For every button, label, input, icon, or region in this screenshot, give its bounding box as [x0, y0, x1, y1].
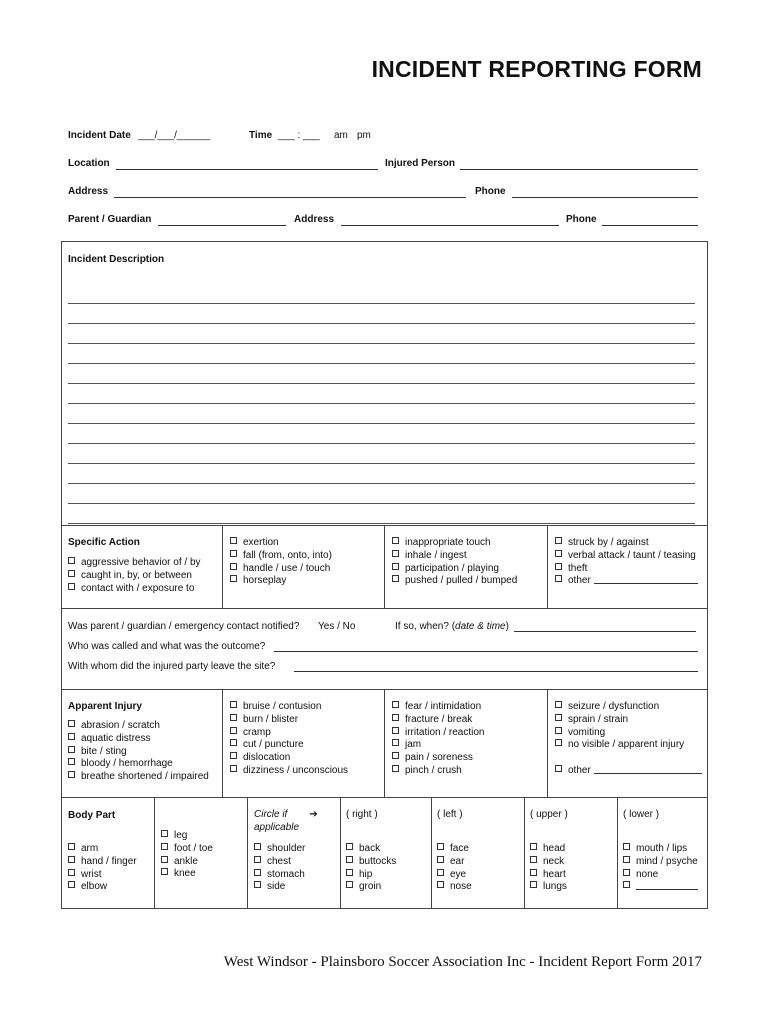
checkbox-option[interactable]: heart: [530, 869, 567, 882]
checkbox-icon[interactable]: [555, 739, 562, 746]
checkbox-icon[interactable]: [530, 869, 537, 876]
checkbox-option[interactable]: dizziness / unconscious: [230, 765, 348, 778]
checkbox-option[interactable]: pain / soreness: [392, 752, 484, 765]
checkbox-icon[interactable]: [346, 869, 353, 876]
apparent-injury-col4: [555, 701, 684, 752]
description-line[interactable]: [68, 364, 695, 384]
checkbox-icon[interactable]: [230, 575, 237, 582]
checkbox-icon[interactable]: [230, 752, 237, 759]
checkbox-icon[interactable]: [555, 701, 562, 708]
checkbox-option[interactable]: horseplay: [230, 575, 332, 588]
checkbox-option[interactable]: jam: [392, 739, 484, 752]
specific-action-col4: [555, 537, 698, 588]
parent-address-label: Address: [294, 214, 335, 225]
checkbox-option[interactable]: hand / finger: [68, 856, 137, 869]
incident-date-row: [68, 130, 698, 146]
when-label: If so, when? (date & time): [395, 621, 509, 632]
checkbox-icon[interactable]: [555, 714, 562, 721]
description-line[interactable]: [68, 504, 695, 524]
specific-action-col1: [68, 557, 201, 595]
outcome-field[interactable]: [274, 651, 698, 652]
body-part-col4: [346, 843, 396, 894]
checkbox-icon[interactable]: [68, 881, 75, 888]
specific-action-label: Specific Action: [68, 537, 140, 548]
checkbox-option[interactable]: [623, 881, 698, 894]
checkbox-icon[interactable]: [437, 843, 444, 850]
checkbox-icon[interactable]: [555, 765, 562, 772]
checkbox-icon[interactable]: [68, 570, 75, 577]
checkbox-option[interactable]: no visible / apparent injury: [555, 739, 684, 752]
time-field[interactable]: ___ : ___: [278, 130, 320, 141]
checkbox-icon[interactable]: [68, 771, 75, 778]
checkbox-icon[interactable]: [161, 856, 168, 863]
footer-text: West Windsor - Plainsboro Soccer Association Inc - Incident Report Form 2017: [223, 954, 702, 970]
checkbox-option[interactable]: side: [254, 881, 305, 894]
checkbox-icon[interactable]: [555, 575, 562, 582]
checkbox-option[interactable]: inhale / ingest: [392, 550, 517, 563]
checkbox-option[interactable]: wrist: [68, 869, 137, 882]
checkbox-option[interactable]: bite / sting: [68, 746, 209, 759]
injured-person-field[interactable]: [460, 169, 698, 170]
incident-date-label: Incident Date: [68, 130, 131, 141]
apparent-injury-box: [61, 689, 708, 798]
checkbox-option[interactable]: irritation / reaction: [392, 727, 484, 740]
checkbox-icon[interactable]: [392, 765, 399, 772]
other-body-part-field[interactable]: [636, 889, 698, 890]
body-part-col6: [530, 843, 567, 894]
body-part-col2: [161, 830, 213, 881]
checkbox-option[interactable]: participation / playing: [392, 563, 517, 576]
checkbox-icon[interactable]: [230, 537, 237, 544]
apparent-injury-col2: [230, 701, 348, 778]
parent-row: [68, 214, 698, 230]
checkbox-icon[interactable]: [230, 550, 237, 557]
checkbox-icon[interactable]: [68, 869, 75, 876]
location-row: [68, 158, 698, 174]
checkbox-icon[interactable]: [555, 550, 562, 557]
checkbox-icon[interactable]: [392, 739, 399, 746]
checkbox-icon[interactable]: [230, 701, 237, 708]
checkbox-icon[interactable]: [623, 869, 630, 876]
column-divider: [547, 526, 548, 608]
right-label: ( right ): [346, 809, 378, 820]
checkbox-icon[interactable]: [68, 758, 75, 765]
checkbox-option[interactable]: fear / intimidation: [392, 701, 484, 714]
checkbox-icon[interactable]: [437, 856, 444, 863]
checkbox-option[interactable]: fracture / break: [392, 714, 484, 727]
checkbox-option[interactable]: bloody / hemorrhage: [68, 758, 209, 771]
checkbox-option[interactable]: ankle: [161, 856, 213, 869]
left-with-row: [68, 661, 698, 672]
left-with-question: With whom did the injured party leave the site?: [68, 661, 276, 672]
checkbox-option[interactable]: cut / puncture: [230, 739, 348, 752]
description-line[interactable]: [68, 304, 695, 324]
body-part-col7: [623, 843, 698, 894]
description-line[interactable]: [68, 344, 695, 364]
checkbox-option[interactable]: shoulder: [254, 843, 305, 856]
description-line[interactable]: [68, 484, 695, 504]
specific-action-col3: [392, 537, 517, 588]
checkbox-icon[interactable]: [346, 856, 353, 863]
column-divider: [384, 690, 385, 797]
checkbox-icon[interactable]: [68, 856, 75, 863]
checkbox-option[interactable]: vomiting: [555, 727, 684, 740]
checkbox-icon[interactable]: [555, 563, 562, 570]
checkbox-option[interactable]: mouth / lips: [623, 843, 698, 856]
specific-action-box: [61, 525, 708, 609]
other-injury-field[interactable]: [594, 773, 702, 774]
apparent-injury-other: [555, 765, 702, 778]
checkbox-option[interactable]: foot / toe: [161, 843, 213, 856]
incident-description-label: Incident Description: [68, 254, 165, 265]
checkbox-option[interactable]: groin: [346, 881, 396, 894]
left-with-field[interactable]: [294, 671, 698, 672]
address-field[interactable]: [114, 197, 466, 198]
checkbox-option[interactable]: pinch / crush: [392, 765, 484, 778]
checkbox-icon[interactable]: [230, 714, 237, 721]
checkbox-icon[interactable]: [530, 843, 537, 850]
checkbox-option[interactable]: abrasion / scratch: [68, 720, 209, 733]
checkbox-option[interactable]: elbow: [68, 881, 137, 894]
when-field[interactable]: [514, 631, 696, 632]
incident-description-box: [61, 241, 708, 526]
apparent-injury-col3: [392, 701, 484, 778]
description-line[interactable]: [68, 464, 695, 484]
checkbox-option[interactable]: pushed / pulled / bumped: [392, 575, 517, 588]
injured-person-label: Injured Person: [385, 158, 456, 169]
location-label: Location: [68, 158, 110, 169]
checkbox-option[interactable]: hip: [346, 869, 396, 882]
incident-date-field[interactable]: ___/___/______: [138, 130, 211, 141]
body-part-col3: [254, 843, 305, 894]
description-line[interactable]: [68, 324, 695, 344]
upper-label: ( upper ): [530, 809, 568, 820]
checkbox-option[interactable]: head: [530, 843, 567, 856]
checkbox-icon[interactable]: [392, 563, 399, 570]
checkbox-option[interactable]: mind / psyche: [623, 856, 698, 869]
am-option[interactable]: am: [334, 130, 348, 141]
checkbox-icon[interactable]: [346, 843, 353, 850]
checkbox-icon[interactable]: [68, 733, 75, 740]
checkbox-icon[interactable]: [623, 856, 630, 863]
checkbox-option[interactable]: handle / use / touch: [230, 563, 332, 576]
checkbox-option[interactable]: other: [555, 765, 702, 778]
time-label: Time: [249, 130, 273, 141]
parent-guardian-label: Parent / Guardian: [68, 214, 152, 225]
phone-label: Phone: [475, 186, 506, 197]
checkbox-option[interactable]: dislocation: [230, 752, 348, 765]
checkbox-option[interactable]: fall (from, onto, into): [230, 550, 332, 563]
checkbox-icon[interactable]: [623, 843, 630, 850]
checkbox-icon[interactable]: [230, 739, 237, 746]
column-divider: [547, 690, 548, 797]
column-divider: [384, 526, 385, 608]
description-line[interactable]: [68, 384, 695, 404]
apparent-injury-col1: [68, 720, 209, 784]
checkbox-option[interactable]: burn / blister: [230, 714, 348, 727]
checkbox-icon[interactable]: [68, 843, 75, 850]
checkbox-icon[interactable]: [230, 765, 237, 772]
notified-row: [68, 621, 698, 632]
notified-question: Was parent / guardian / emergency contact notified?: [68, 621, 300, 632]
address-label: Address: [68, 186, 109, 197]
checkbox-icon[interactable]: [392, 701, 399, 708]
checkbox-icon[interactable]: [254, 856, 261, 863]
checkbox-option[interactable]: neck: [530, 856, 567, 869]
body-part-label: Body Part: [68, 810, 116, 821]
column-divider: [617, 798, 618, 908]
checkbox-option[interactable]: contact with / exposure to: [68, 583, 201, 596]
description-line[interactable]: [68, 284, 695, 304]
checkbox-icon[interactable]: [161, 868, 168, 875]
circle-note: [254, 809, 318, 835]
checkbox-icon[interactable]: [230, 727, 237, 734]
phone-field[interactable]: [512, 197, 698, 198]
checkbox-icon[interactable]: [392, 575, 399, 582]
circle-note-text2: applicable: [254, 821, 300, 833]
checkbox-option[interactable]: cramp: [230, 727, 348, 740]
checkbox-option[interactable]: sprain / strain: [555, 714, 684, 727]
checkbox-option[interactable]: exertion: [230, 537, 332, 550]
column-divider: [431, 798, 432, 908]
checkbox-option[interactable]: verbal attack / taunt / teasing: [555, 550, 698, 563]
checkbox-option[interactable]: inappropriate touch: [392, 537, 517, 550]
checkbox-option[interactable]: buttocks: [346, 856, 396, 869]
parent-address-field[interactable]: [341, 225, 559, 226]
column-divider: [524, 798, 525, 908]
checkbox-option[interactable]: breathe shortened / impaired: [68, 771, 209, 784]
circle-note-text: Circle if: [254, 809, 288, 820]
checkbox-option[interactable]: face: [437, 843, 472, 856]
checkbox-icon[interactable]: [555, 537, 562, 544]
body-part-col5: [437, 843, 472, 894]
column-divider: [222, 526, 223, 608]
checkbox-icon[interactable]: [68, 746, 75, 753]
parent-phone-label: Phone: [566, 214, 597, 225]
apparent-injury-label: Apparent Injury: [68, 701, 142, 712]
body-part-box: [61, 797, 708, 909]
checkbox-icon[interactable]: [346, 881, 353, 888]
checkbox-icon[interactable]: [392, 550, 399, 557]
checkbox-icon[interactable]: [437, 881, 444, 888]
location-field[interactable]: [116, 169, 378, 170]
checkbox-icon[interactable]: [437, 869, 444, 876]
description-line[interactable]: [68, 444, 695, 464]
checkbox-option[interactable]: ear: [437, 856, 472, 869]
checkbox-icon[interactable]: [68, 720, 75, 727]
checkbox-option[interactable]: knee: [161, 868, 213, 881]
checkbox-icon[interactable]: [555, 727, 562, 734]
checkbox-option[interactable]: chest: [254, 856, 305, 869]
description-line[interactable]: [68, 424, 695, 444]
outcome-row: [68, 641, 698, 652]
outcome-question: Who was called and what was the outcome?: [68, 641, 266, 652]
incident-description-lines[interactable]: [68, 284, 695, 524]
checkbox-option[interactable]: struck by / against: [555, 537, 698, 550]
address-row: [68, 186, 698, 202]
checkbox-option[interactable]: theft: [555, 563, 698, 576]
checkbox-icon[interactable]: [254, 881, 261, 888]
parent-guardian-field[interactable]: [158, 225, 286, 226]
checkbox-option[interactable]: caught in, by, or between: [68, 570, 201, 583]
checkbox-option[interactable]: leg: [161, 830, 213, 843]
parent-phone-field[interactable]: [602, 225, 698, 226]
checkbox-icon[interactable]: [161, 830, 168, 837]
specific-action-col2: [230, 537, 332, 588]
column-divider: [340, 798, 341, 908]
checkbox-option[interactable]: aggressive behavior of / by: [68, 557, 201, 570]
checkbox-option[interactable]: eye: [437, 869, 472, 882]
checkbox-icon[interactable]: [392, 537, 399, 544]
checkbox-icon[interactable]: [530, 856, 537, 863]
yes-no-option[interactable]: Yes / No: [318, 621, 356, 632]
left-label: ( left ): [437, 809, 463, 820]
checkbox-option[interactable]: lungs: [530, 881, 567, 894]
column-divider: [247, 798, 248, 908]
checkbox-option[interactable]: seizure / dysfunction: [555, 701, 684, 714]
lower-label: ( lower ): [623, 809, 660, 820]
arrow-right-icon: ➔: [309, 809, 318, 820]
checkbox-icon[interactable]: [254, 869, 261, 876]
checkbox-icon[interactable]: [623, 881, 630, 888]
notification-box: [61, 608, 708, 690]
checkbox-icon[interactable]: [161, 843, 168, 850]
checkbox-option[interactable]: aquatic distress: [68, 733, 209, 746]
checkbox-option[interactable]: none: [623, 869, 698, 882]
checkbox-option[interactable]: nose: [437, 881, 472, 894]
checkbox-icon[interactable]: [254, 843, 261, 850]
checkbox-icon[interactable]: [392, 752, 399, 759]
checkbox-option[interactable]: stomach: [254, 869, 305, 882]
checkbox-icon[interactable]: [68, 583, 75, 590]
checkbox-icon[interactable]: [230, 563, 237, 570]
checkbox-option[interactable]: back: [346, 843, 396, 856]
checkbox-option[interactable]: bruise / contusion: [230, 701, 348, 714]
checkbox-icon[interactable]: [530, 881, 537, 888]
pm-option[interactable]: pm: [357, 130, 371, 141]
description-line[interactable]: [68, 404, 695, 424]
checkbox-option[interactable]: other: [555, 575, 698, 588]
checkbox-option[interactable]: arm: [68, 843, 137, 856]
checkbox-icon[interactable]: [392, 727, 399, 734]
checkbox-icon[interactable]: [392, 714, 399, 721]
column-divider: [154, 798, 155, 908]
body-part-col1: [68, 843, 137, 894]
column-divider: [222, 690, 223, 797]
form-title: INCIDENT REPORTING FORM: [371, 56, 702, 82]
checkbox-icon[interactable]: [68, 557, 75, 564]
other-action-field[interactable]: [594, 583, 698, 584]
